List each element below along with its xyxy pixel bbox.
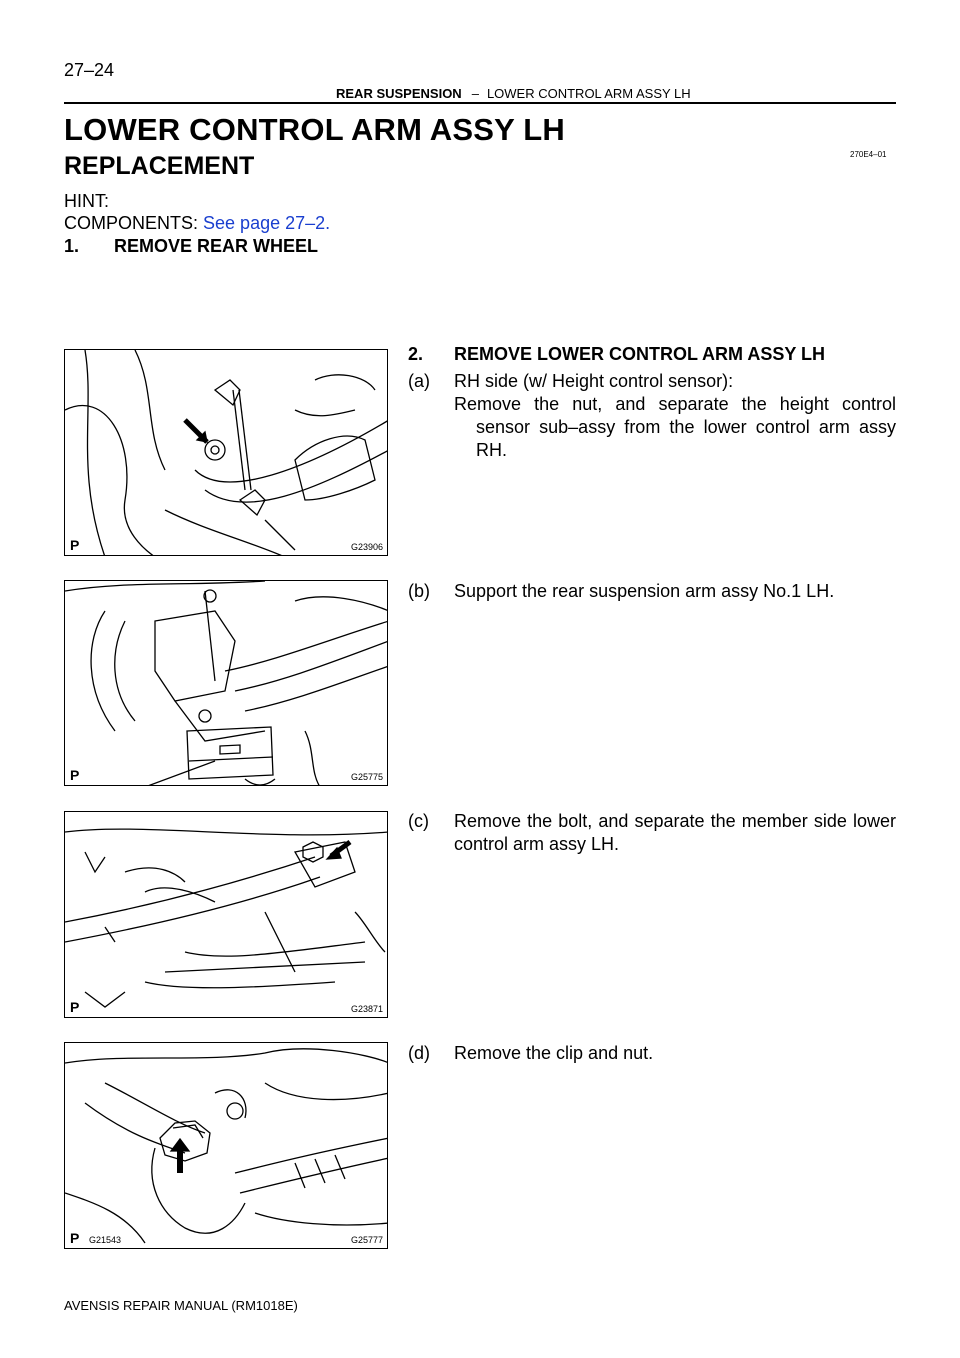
figure-2-p-mark: P (70, 767, 80, 783)
substep-a-line2: Remove the nut, and separate the height control sensor sub–assy from the lower control arm assy RH. (454, 394, 896, 460)
substep-a-label: (a) (408, 371, 430, 391)
hint-label: HINT: (64, 191, 109, 211)
substep-c (408, 810, 896, 856)
header-separator: – (471, 86, 479, 101)
page-title: LOWER CONTROL ARM ASSY LH (64, 112, 565, 147)
step-1-number: 1. (64, 236, 80, 256)
running-header (336, 86, 691, 101)
substep-c-label: (c) (408, 811, 429, 831)
figure-3-p-mark: P (70, 999, 80, 1015)
substep-d (408, 1042, 896, 1065)
figure-4-p-mark: P (70, 1230, 80, 1246)
header-subsection: LOWER CONTROL ARM ASSY LH (486, 86, 691, 101)
step-1 (64, 236, 318, 257)
figure-3-drawing (65, 812, 388, 1018)
figure-support-arm (64, 580, 388, 786)
substep-a-line1: RH side (w/ Height control sensor): (454, 371, 734, 391)
doc-code: 270E4–01 (850, 150, 887, 159)
page-footer: AVENSIS REPAIR MANUAL (RM1018E) (64, 1298, 298, 1313)
figure-1-id: G23906 (350, 542, 383, 552)
figure-1-p-mark: P (70, 537, 80, 553)
figure-2-drawing (65, 581, 388, 786)
step-2-text: REMOVE LOWER CONTROL ARM ASSY LH (454, 344, 826, 364)
figure-2-id: G25775 (350, 772, 383, 782)
substep-d-text: Remove the clip and nut. (454, 1043, 654, 1063)
figure-clip-nut (64, 1042, 388, 1249)
figure-height-sensor (64, 349, 388, 556)
figure-member-bolt (64, 811, 388, 1018)
substep-d-label: (d) (408, 1043, 430, 1063)
figure-4-secondary-id: G21543 (89, 1235, 122, 1245)
substep-a (408, 370, 896, 462)
step-1-text: REMOVE REAR WHEEL (114, 236, 319, 256)
figure-4-id: G25777 (350, 1235, 383, 1245)
substep-b-text: Support the rear suspension arm assy No.1 LH. (454, 581, 835, 601)
components-label: COMPONENTS: (64, 213, 199, 233)
substep-c-text: Remove the bolt, and separate the member side lower control arm assy LH. (454, 811, 896, 854)
figure-4-drawing (65, 1043, 388, 1249)
page-number: 27–24 (64, 60, 115, 80)
header-rule (64, 102, 896, 104)
section-subtitle: REPLACEMENT (64, 152, 255, 180)
components-line (64, 213, 330, 234)
figure-1-drawing (65, 350, 388, 556)
header-section: REAR SUSPENSION (336, 86, 462, 101)
step-2 (408, 344, 825, 365)
figure-3-id: G23871 (350, 1004, 383, 1014)
step-2-number: 2. (408, 344, 424, 364)
components-link[interactable]: See page 27–2. (203, 213, 331, 233)
substep-b (408, 580, 896, 603)
substep-b-label: (b) (408, 581, 430, 601)
